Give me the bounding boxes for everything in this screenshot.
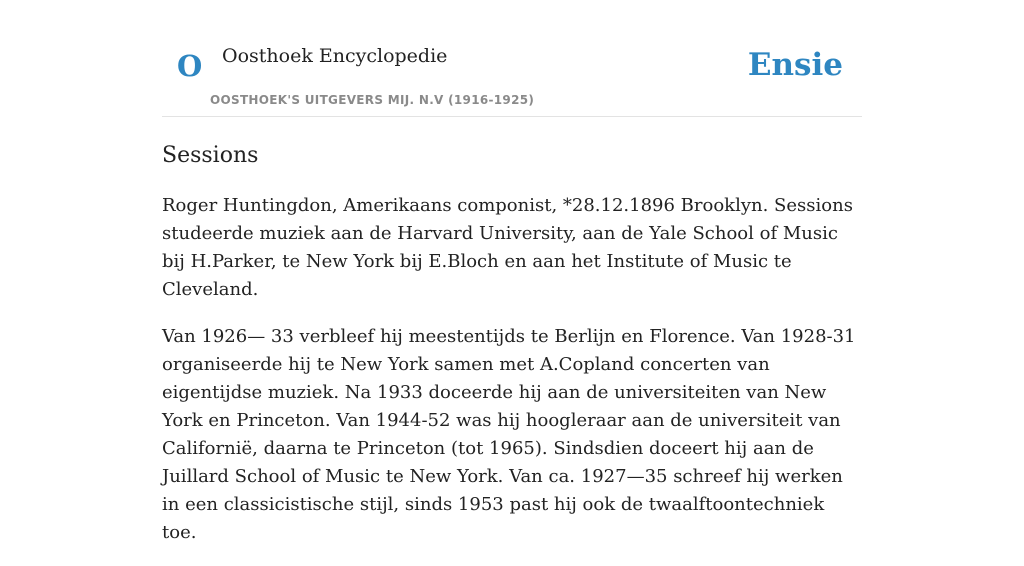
page bbox=[162, 0, 862, 566]
oosthoek-logo[interactable]: O bbox=[177, 49, 203, 83]
site-title[interactable]: Oosthoek Encyclopedie bbox=[222, 45, 448, 67]
site-subtitle: OOSTHOEK'S UITGEVERS MIJ. N.V (1916-1925) bbox=[210, 93, 535, 107]
ensie-brand-link[interactable]: Ensie bbox=[747, 47, 843, 83]
entry-body bbox=[162, 192, 862, 547]
site-header bbox=[162, 0, 862, 117]
entry-paragraph: Roger Huntingdon, Amerikaans componist, *28.12.1896 Brooklyn. Sessions studeerde muziek aan de Harvard University, aan de Yale School of Music bij H.Parker, te New York bij E.Bloch en aan het Institute of Music te Cleveland. bbox=[162, 195, 853, 301]
entry-paragraph: Van 1926— 33 verbleef hij meestentijds te Berlijn en Florence. Van 1928-31 organiseerde hij te New York samen met A.Copland concerten van eigentijdse muziek. Na 1933 doceerde hij aan de universiteiten van New York en Princeton. Van 1944-52 was hij hoogleraar aan de universiteit van Californië, daarna te Princeton (tot 1965). Sindsdien doceert hij aan de Juillard School of Music te New York. Van ca. 1927—35 schreef hij werken in een classicistische stijl, sinds 1953 past hij ook de twaalftoontechniek toe. bbox=[162, 326, 856, 544]
entry-title: Sessions bbox=[162, 143, 259, 168]
